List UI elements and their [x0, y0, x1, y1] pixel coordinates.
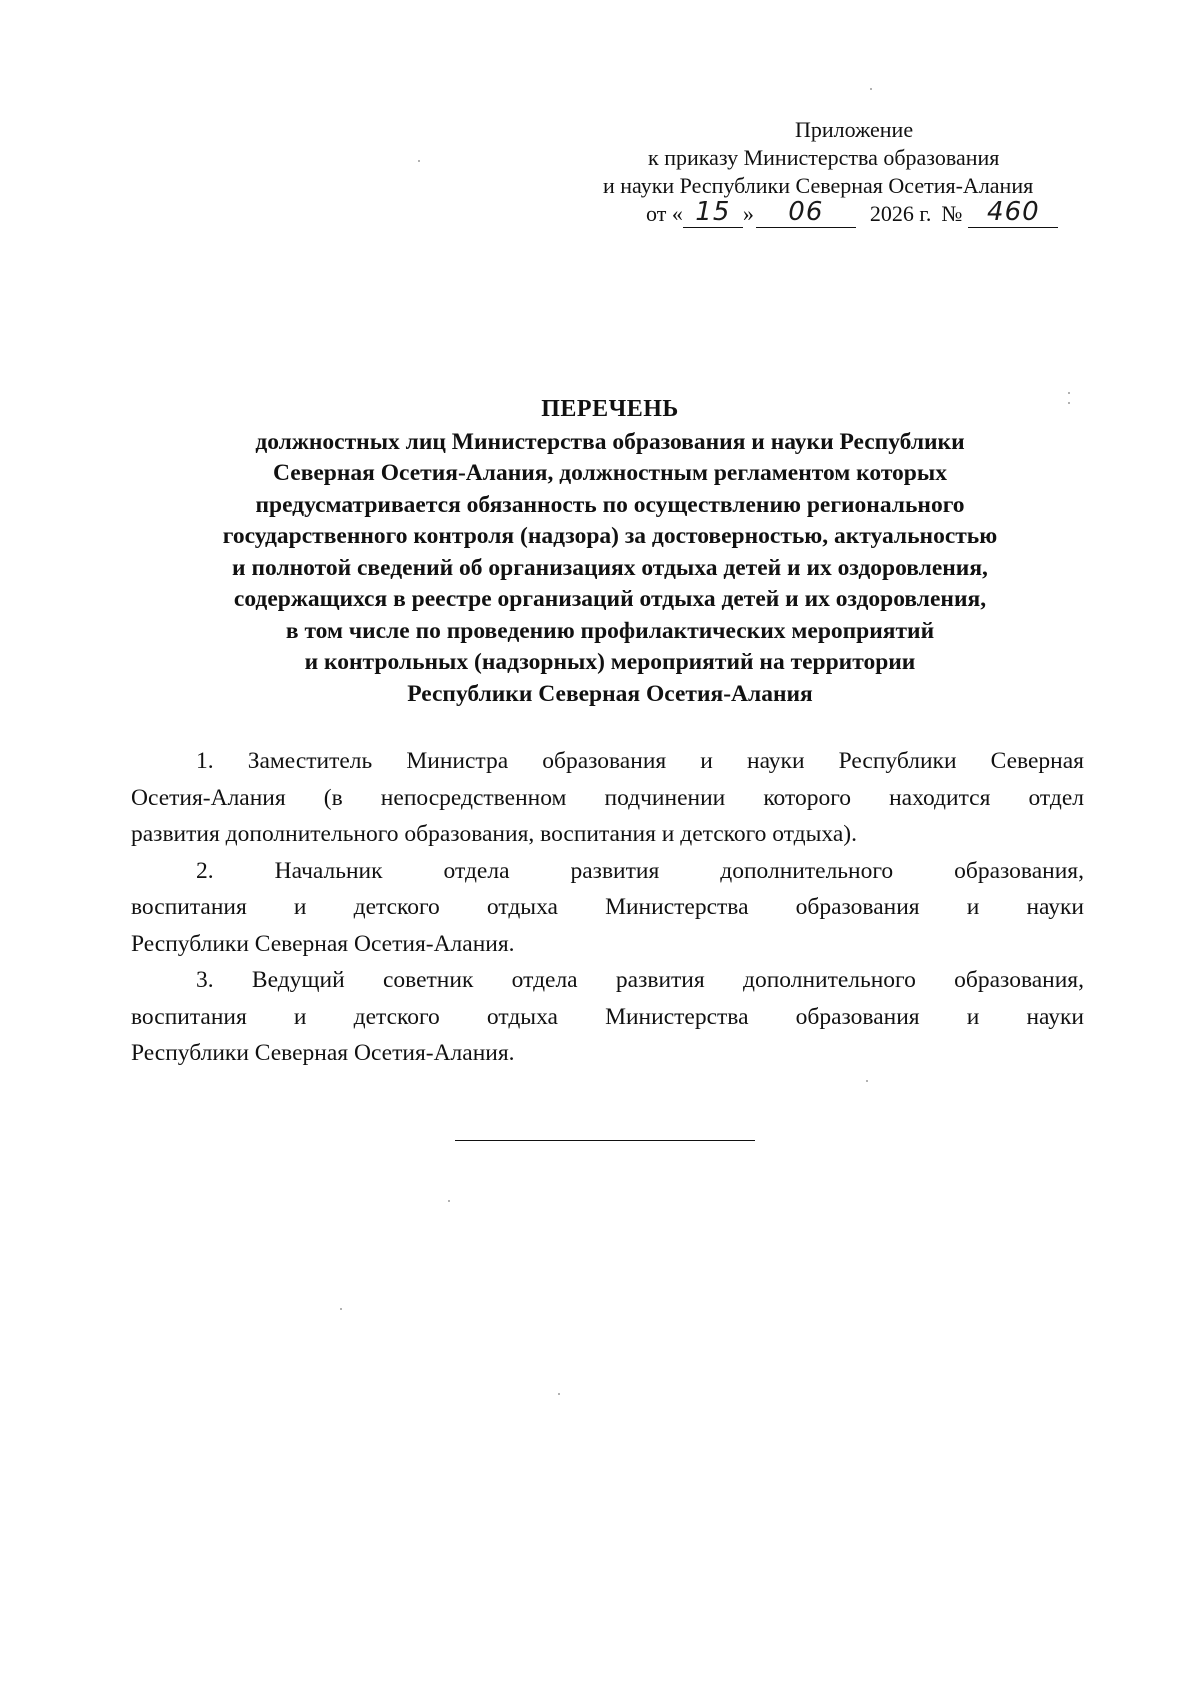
officials-list — [131, 743, 1084, 1072]
list-item-line: 2. Начальник отдела развития дополнительного образования, — [196, 857, 1084, 884]
scan-speck — [340, 1308, 342, 1310]
date-quote-close: » — [742, 201, 754, 226]
list-item — [131, 962, 1084, 1072]
appendix-header — [560, 116, 1100, 228]
appendix-order-ref: к приказу Министерства образования — [648, 145, 1000, 170]
appendix-label: Приложение — [795, 117, 914, 142]
handwritten-day: 15 — [683, 201, 743, 228]
end-of-document-rule — [455, 1140, 755, 1141]
list-item-line: Республики Северная Осетия-Алания. — [131, 930, 515, 957]
appendix-ministry-ref: и науки Республики Северная Осетия-Алания — [603, 173, 1034, 198]
title-line: и контрольных (надзорных) мероприятий на территории — [304, 649, 916, 675]
list-item-line: воспитания и детского отдыха Министерства образования и науки — [131, 894, 1084, 920]
list-item — [131, 743, 1084, 853]
list-item-line: 1. Заместитель Министра образования и науки Республики Северная — [196, 748, 1084, 774]
scan-speck — [870, 88, 872, 90]
title-line: Северная Осетия-Алания, должностным регламентом которых — [273, 460, 947, 486]
title-line: в том числе по проведению профилактических мероприятий — [285, 617, 935, 644]
list-item-line: воспитания и детского отдыха Министерства образования и науки — [131, 1003, 1084, 1030]
title-line: и полнотой сведений об организациях отдыха детей и их оздоровления, — [232, 554, 988, 581]
list-item-line: Осетия-Алания (в непосредственном подчинении которого находится отдел — [131, 784, 1084, 811]
title-line: должностных лиц Министерства образования и науки Республики — [255, 428, 965, 455]
scan-speck — [418, 160, 420, 162]
scan-speck — [1068, 402, 1070, 404]
scan-speck — [448, 1200, 450, 1202]
title-line: государственного контроля (надзора) за достоверностью, актуальностью — [222, 523, 998, 549]
date-prefix: от « — [646, 201, 683, 226]
appendix-date-line — [560, 197, 1100, 228]
list-item-line: развития дополнительного образования, воспитания и детского отдыха). — [131, 821, 857, 847]
handwritten-month: 06 — [756, 201, 856, 228]
scan-speck — [866, 1080, 868, 1082]
handwritten-order-number: 460 — [968, 201, 1058, 228]
scan-speck — [1068, 392, 1070, 394]
scan-speck — [558, 1393, 560, 1395]
document-title — [120, 394, 1100, 710]
list-item-line: Республики Северная Осетия-Алания. — [131, 1040, 515, 1066]
date-year: 2026 г. — [869, 201, 932, 226]
title-line: Республики Северная Осетия-Алания — [407, 680, 813, 707]
title-heading: ПЕРЕЧЕНЬ — [541, 396, 679, 422]
list-item — [131, 853, 1084, 963]
title-line: предусматривается обязанность по осуществлению регионального — [255, 491, 965, 518]
list-item-line: 3. Ведущий советник отдела развития дополнительного образования, — [196, 967, 1084, 993]
number-sign: № — [941, 201, 963, 226]
title-line: содержащихся в реестре организаций отдыха детей и их оздоровления, — [233, 586, 987, 612]
